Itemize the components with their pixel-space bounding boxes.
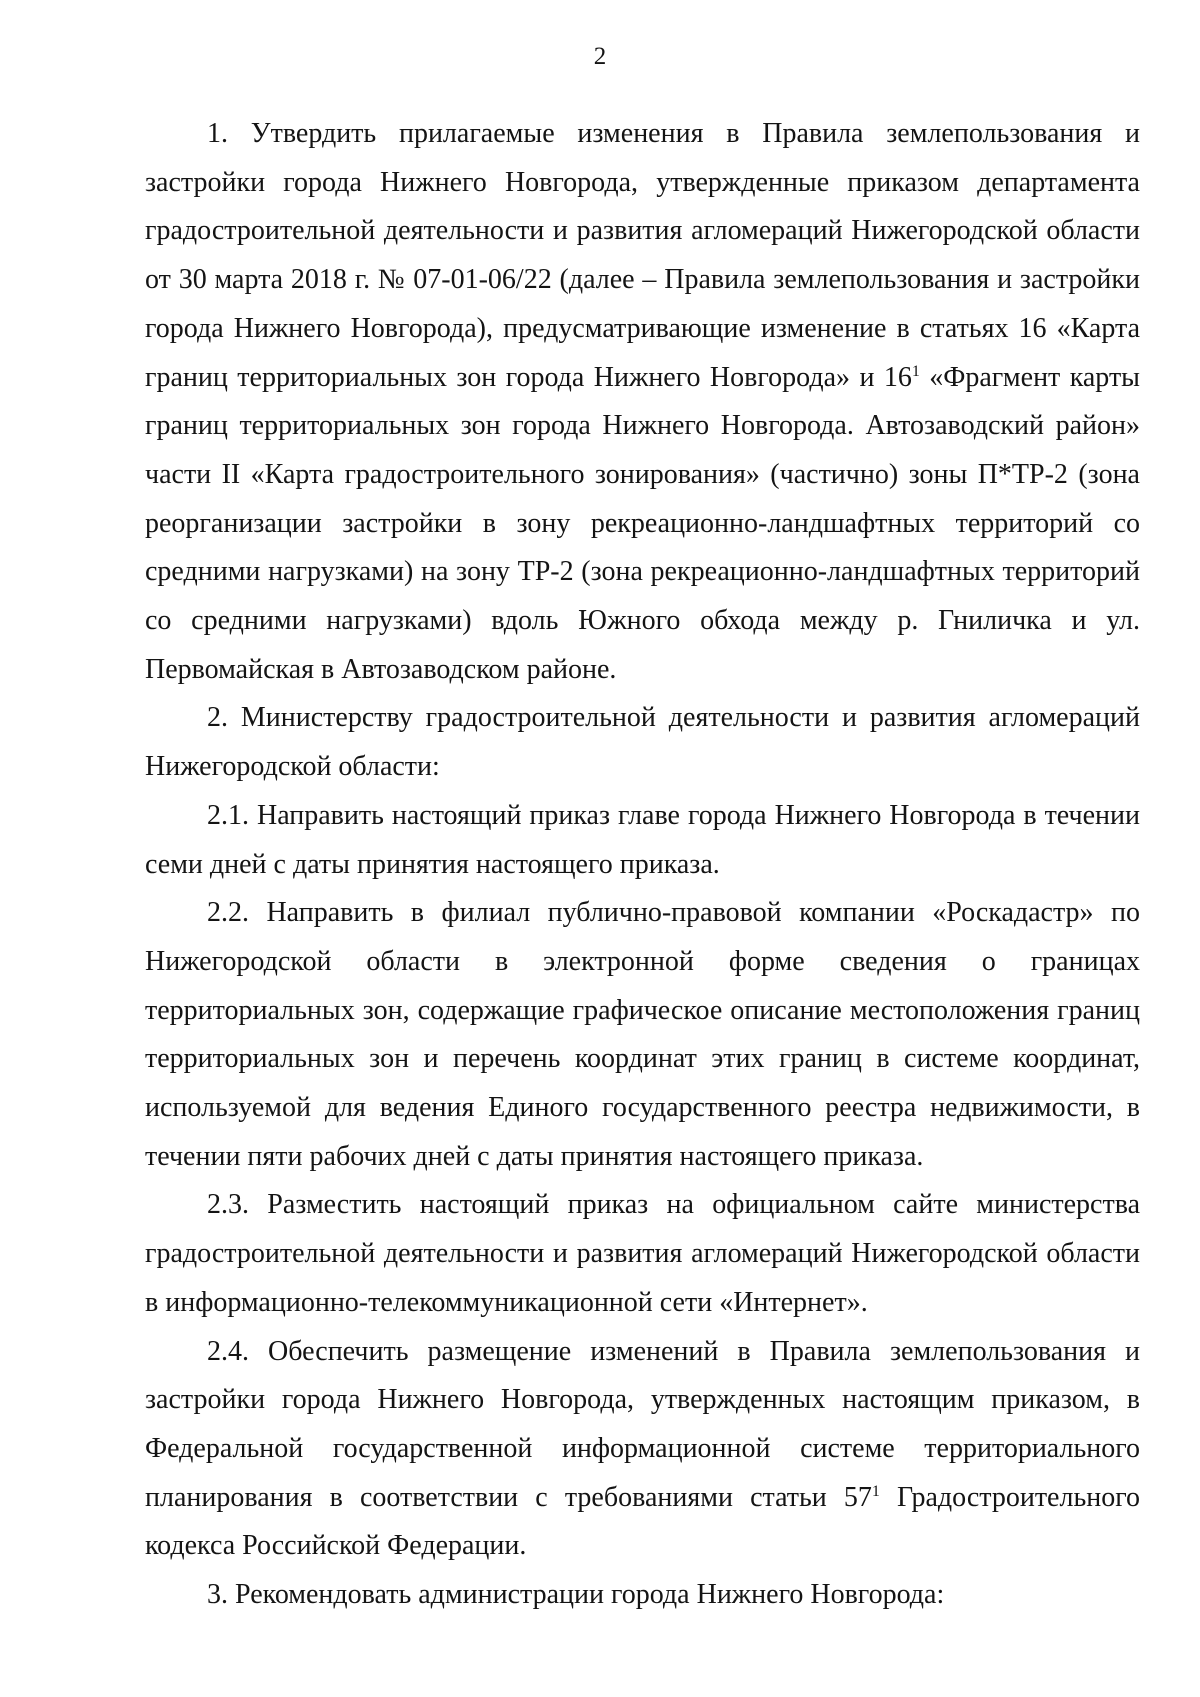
paragraph-2-4	[145, 1328, 1140, 1572]
paragraph-2: 2. Министерству градостроительной деятельности и развития агломераций Нижегородской области:	[145, 702, 1140, 783]
paragraph-2-1: 2.1. Направить настоящий приказ главе города Нижнего Новгорода в течении семи дней с даты принятия настоящего приказа.	[145, 799, 1140, 880]
paragraph-1-text: 1. Утвердить прилагаемые изменения в Правила землепользования и застройки города Нижнего Новгорода, утвержденные приказом департамента градостроительной деятельности и развития агломераций Нижегородской области от 30 марта 2018 г. № 07-01-06/22 (далее – Правила землепользования и застройки города Нижнего Новгорода), предусматривающие изменение в статьях 16 «Карта границ территориальных зон города Нижнего Новгорода» и 16	[145, 118, 1140, 393]
document-body	[145, 110, 1140, 1620]
paragraph-1-text-continued: «Фрагмент карты границ территориальных зон города Нижнего Новгорода. Автозаводский район» части II «Карта градостроительного зонирования» (частично) зоны П*ТР-2 (зона реорганизации застройки в зону рекреационно-ландшафтных территорий со средними нагрузками) на зону ТР-2 (зона рекреационно-ландшафтных территорий со средними нагрузками) вдоль Южного обхода между р. Гниличка и ул. Первомайская в Автозаводском районе.	[145, 361, 1140, 685]
paragraph-2-4-text: 2.4. Обеспечить размещение изменений в Правила землепользования и застройки города Нижнего Новгорода, утвержденных настоящим приказом, в Федеральной государственной информационной системе территориального планирования в соответствии с требованиями статьи 57	[145, 1335, 1140, 1513]
paragraph-3: 3. Рекомендовать администрации города Нижнего Новгорода:	[207, 1579, 945, 1611]
paragraph-2-2: 2.2. Направить в филиал публично-правовой компании «Роскадастр» по Нижегородской области в электронной форме сведения о границах территориальных зон, содержащие графическое описание местоположения границ территориальных зон и перечень координат этих границ в системе координат, используемой для ведения Единого государственного реестра недвижимости, в течении пяти рабочих дней с даты принятия настоящего приказа.	[145, 897, 1140, 1172]
paragraph-1	[145, 110, 1140, 694]
superscript-1: 1	[911, 362, 920, 380]
paragraph-2-3: 2.3. Разместить настоящий приказ на официальном сайте министерства градостроительной деятельности и развития агломераций Нижегородской области в информационно-телекоммуникационной сети «Интернет».	[145, 1189, 1140, 1318]
paragraph-2-4-text-continued: Градостроительного кодекса Российской Федерации.	[145, 1481, 1140, 1562]
page-number: 2	[593, 43, 607, 70]
superscript-57-1: 1	[871, 1482, 880, 1500]
